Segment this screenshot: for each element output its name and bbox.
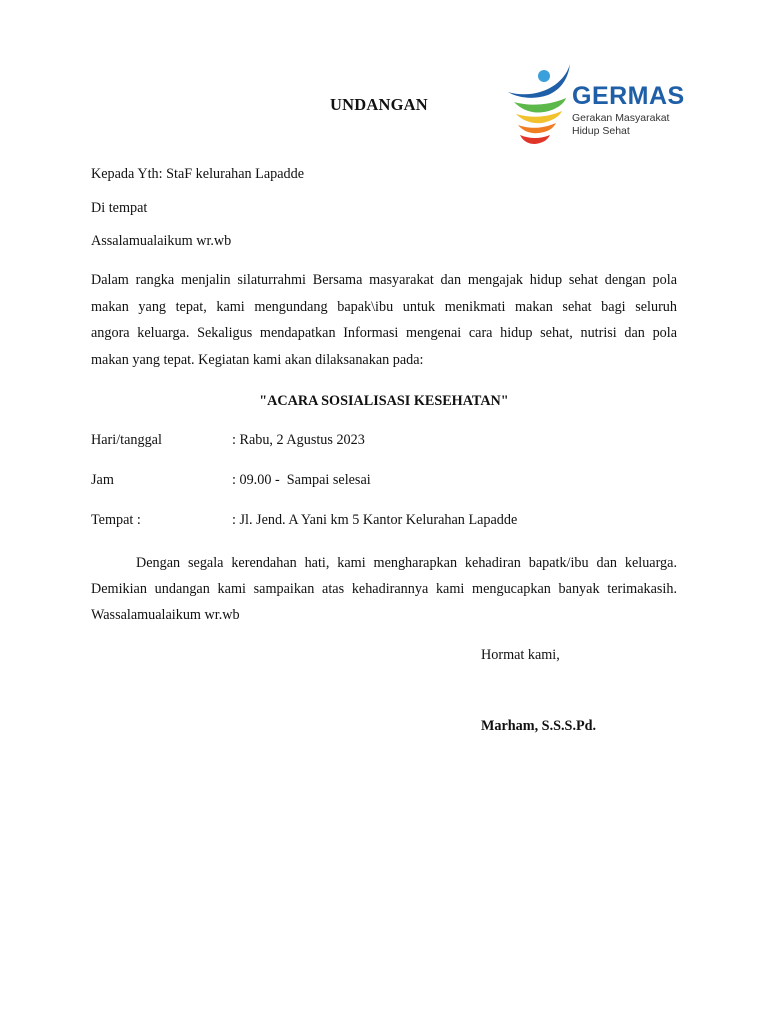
logo-name: GERMAS: [572, 82, 685, 110]
detail-label-place: Tempat :: [91, 512, 141, 528]
detail-label-date: Hari/tanggal: [91, 432, 162, 448]
germas-logo: [504, 62, 694, 150]
logo-subtitle-line2: Hidup Sehat: [572, 125, 630, 137]
body-line: angora keluarga. Sekaligus mendapatkan Informasi mengenai cara hidup sehat, nutrisi dan pola: [91, 325, 677, 341]
detail-label-time: Jam: [91, 472, 114, 488]
event-title: "ACARA SOSIALISASI KESEHATAN": [259, 393, 509, 409]
logo-subtitle-line1: Gerakan Masyarakat: [572, 112, 670, 124]
place-line: Di tempat: [91, 200, 148, 216]
closing-paragraph: [91, 550, 677, 628]
detail-value-date: : Rabu, 2 Agustus 2023: [232, 432, 365, 448]
closing-line: Wassalamualaikum wr.wb: [91, 607, 240, 623]
body-line: Dalam rangka menjalin silaturrahmi Bersama masyarakat dan mengajak hidup sehat dengan pola: [91, 272, 677, 288]
body-line: makan yang tepat, kami mengundang bapak\ibu untuk menikmati makan sehat bagi seluruh: [91, 298, 677, 315]
closing-line: Demikian undangan kami sampaikan atas kehadirannya kami mengucapkan banyak terimakasih.: [91, 581, 677, 597]
document-title: UNDANGAN: [330, 95, 428, 114]
body-paragraph: [91, 267, 677, 373]
germas-emblem-icon: [504, 62, 574, 150]
sign-off: Hormat kami,: [481, 647, 560, 663]
body-line: makan yang tepat. Kegiatan kami akan dilaksanakan pada:: [91, 351, 424, 368]
recipient-line: Kepada Yth: StaF kelurahan Lapadde: [91, 166, 304, 182]
detail-value-time: : 09.00 - Sampai selesai: [232, 472, 371, 488]
detail-value-place: : Jl. Jend. A Yani km 5 Kantor Kelurahan Lapadde: [232, 512, 518, 528]
signer-name: Marham, S.S.S.Pd.: [481, 718, 597, 734]
greeting-line: Assalamualaikum wr.wb: [91, 233, 232, 249]
closing-line: Dengan segala kerendahan hati, kami mengharapkan kehadiran bapatk/ibu dan keluarga.: [136, 555, 677, 571]
